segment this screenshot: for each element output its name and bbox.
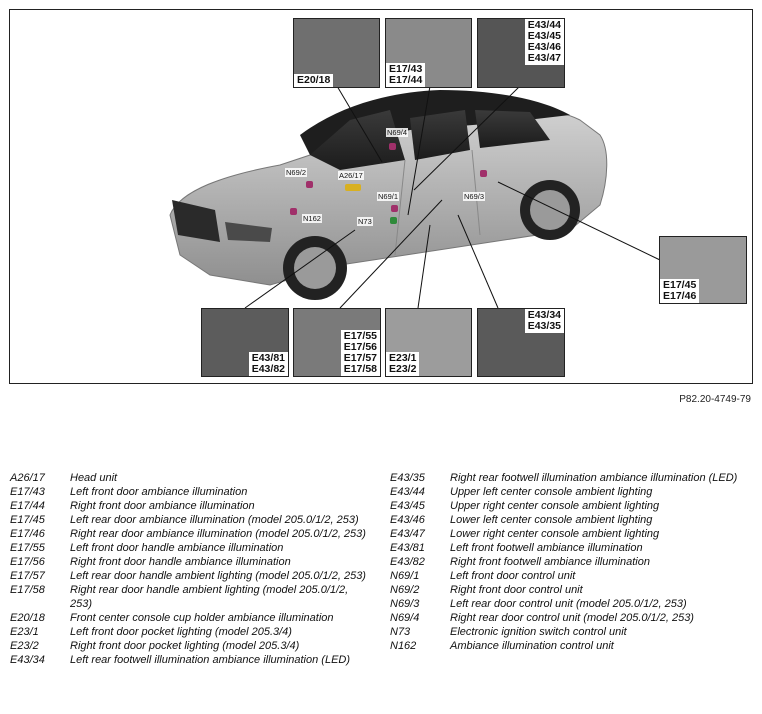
legend-code: E43/44 — [390, 486, 425, 498]
label-rear-footwell — [525, 309, 564, 333]
label-e17-55: E17/55 — [343, 330, 377, 342]
legend-code: E20/18 — [10, 612, 45, 624]
legend-description: Right front door pocket lighting (model 205.3/4) — [70, 640, 300, 652]
legend-description: Electronic ignition switch control unit — [450, 626, 627, 638]
legend-description: Left rear door ambiance illumination (model 205.0/1/2, 253) — [70, 514, 359, 526]
legend-entry — [10, 499, 370, 513]
legend-code: A26/17 — [10, 472, 45, 484]
legend-code: E43/46 — [390, 514, 425, 526]
detail-front-footwell — [201, 308, 289, 377]
legend-entry — [390, 541, 755, 555]
legend-description: Left rear door handle ambient lighting (model 205.0/1/2, 253) — [70, 570, 366, 582]
legend-code: E17/45 — [10, 514, 45, 526]
legend-entry — [10, 513, 370, 527]
front-rim — [294, 247, 336, 289]
legend-entry — [10, 527, 370, 541]
legend-code: E43/81 — [390, 542, 425, 554]
marker-n73 — [390, 217, 397, 224]
legend-description: Left front door ambiance illumination — [70, 486, 248, 498]
legend-entry — [10, 541, 370, 555]
legend-code: E43/45 — [390, 500, 425, 512]
diagram-frame — [9, 9, 753, 384]
legend-entry — [10, 471, 370, 485]
tag-n69-4: N69/4 — [387, 128, 408, 137]
legend-code: E43/82 — [390, 556, 425, 568]
label-e17-44: E17/44 — [389, 74, 423, 86]
detail-rear-door — [659, 236, 747, 304]
legend-description: Front center console cup holder ambiance illumination — [70, 612, 334, 624]
label-e23-2: E23/2 — [389, 363, 417, 375]
legend-code: E43/35 — [390, 472, 425, 484]
legend-description: Upper left center console ambient lighting — [450, 486, 653, 498]
label-e17-57: E17/57 — [343, 352, 377, 364]
legend-description: Right front door control unit — [450, 584, 583, 596]
tag-n69-1: N69/1 — [378, 192, 399, 201]
legend-entry — [10, 639, 370, 653]
label-front-footwell — [249, 352, 288, 376]
legend-code: E23/2 — [10, 640, 39, 652]
legend-description: Right rear door ambiance illumination (model 205.0/1/2, 253) — [70, 528, 366, 540]
legend-code: E17/46 — [10, 528, 45, 540]
label-e43-34: E43/34 — [527, 309, 561, 321]
detail-door-pocket — [385, 308, 472, 377]
label-rear-door — [660, 279, 699, 303]
label-front-door — [386, 63, 425, 87]
legend-description: Ambiance illumination control unit — [450, 640, 614, 652]
legend-code: E17/58 — [10, 584, 45, 596]
legend-entry — [390, 527, 755, 541]
legend-entry — [390, 485, 755, 499]
label-e17-45: E17/45 — [663, 279, 697, 291]
legend-entry — [390, 639, 755, 653]
legend-description: Left rear door control unit (model 205.0/1/2, 253) — [450, 598, 687, 610]
legend-description: Right rear footwell illumination ambiance illumination (LED) — [450, 472, 738, 484]
label-e20-18: E20/18 — [294, 74, 333, 87]
marker-n69-1 — [391, 205, 398, 212]
legend-entry — [10, 625, 370, 639]
legend-description: Left front door control unit — [450, 570, 576, 582]
legend-description: Lower right center console ambient lighting — [450, 528, 660, 540]
legend-entry — [390, 555, 755, 569]
legend-right — [390, 471, 755, 653]
label-e43-46: E43/46 — [527, 41, 561, 53]
legend-description: Left rear footwell illumination ambiance illumination (LED) — [70, 654, 351, 666]
legend-description: Right rear door handle ambient lighting (model 205.0/1/2, 253) — [70, 584, 349, 610]
tag-n69-3: N69/3 — [464, 192, 485, 201]
detail-center-console — [477, 18, 565, 88]
legend-entry — [390, 499, 755, 513]
label-e23-1: E23/1 — [389, 352, 417, 364]
legend-description: Right front door ambiance illumination — [70, 500, 255, 512]
legend-entry — [10, 555, 370, 569]
label-center-console — [525, 19, 564, 65]
legend-code: N73 — [390, 626, 411, 638]
legend-description: Left front door pocket lighting (model 205.3/4) — [70, 626, 292, 638]
legend-code: E17/43 — [10, 486, 45, 498]
legend-description: Left front door handle ambiance illumination — [70, 542, 284, 554]
legend-entry — [10, 611, 370, 625]
label-e43-81: E43/81 — [251, 352, 285, 364]
legend-code: E17/55 — [10, 542, 45, 554]
legend-left — [10, 471, 370, 667]
rear-rim — [530, 190, 570, 230]
legend-description: Lower left center console ambient lighting — [450, 514, 653, 526]
tag-n73: N73 — [358, 217, 372, 226]
legend-description: Right front footwell ambiance illumination — [450, 556, 650, 568]
legend-entry — [10, 583, 370, 611]
label-e43-44: E43/44 — [527, 19, 561, 31]
legend-code: E43/47 — [390, 528, 425, 540]
legend-entry — [390, 513, 755, 527]
legend-code: E17/57 — [10, 570, 45, 582]
legend-code: E17/44 — [10, 500, 45, 512]
legend-code: E43/34 — [10, 654, 45, 666]
tag-n162: N162 — [303, 214, 321, 223]
legend-code: E17/56 — [10, 556, 45, 568]
tag-a26-17: A26/17 — [339, 171, 363, 180]
legend-entry — [10, 485, 370, 499]
legend-entry — [390, 597, 755, 611]
legend-code: N69/3 — [390, 598, 420, 610]
label-e17-58: E17/58 — [343, 363, 377, 375]
label-door-pocket — [386, 352, 419, 376]
legend-code: N69/2 — [390, 584, 420, 596]
legend-entry — [10, 569, 370, 583]
legend-description: Right front door handle ambiance illumination — [70, 556, 291, 568]
legend-code: E23/1 — [10, 626, 39, 638]
legend-code: N69/1 — [390, 570, 420, 582]
label-e43-45: E43/45 — [527, 30, 561, 42]
legend-entry — [390, 583, 755, 597]
legend-entry — [390, 569, 755, 583]
marker-a26-17 — [345, 184, 361, 191]
legend-description: Head unit — [70, 472, 118, 484]
legend-description: Left front footwell ambiance illumination — [450, 542, 643, 554]
label-e43-35: E43/35 — [527, 320, 561, 332]
label-door-handle — [341, 330, 380, 376]
marker-n69-3 — [480, 170, 487, 177]
tag-n69-2: N69/2 — [286, 168, 307, 177]
label-e17-43: E17/43 — [389, 63, 423, 75]
detail-cupholder — [293, 18, 380, 88]
figure-reference: P82.20-4749-79 — [679, 394, 751, 405]
label-e17-56: E17/56 — [343, 341, 377, 353]
label-e17-46: E17/46 — [663, 290, 697, 302]
label-e43-47: E43/47 — [527, 52, 561, 64]
detail-front-door — [385, 18, 472, 88]
marker-n162 — [290, 208, 297, 215]
legend-code: N69/4 — [390, 612, 420, 624]
legend-entry — [10, 653, 370, 667]
legend-description: Upper right center console ambient lighting — [450, 500, 660, 512]
marker-n69-4 — [389, 143, 396, 150]
label-e43-82: E43/82 — [251, 363, 285, 375]
legend-entry — [390, 611, 755, 625]
marker-n69-2 — [306, 181, 313, 188]
detail-rear-footwell — [477, 308, 565, 377]
legend-entry — [390, 625, 755, 639]
legend-entry — [390, 471, 755, 485]
legend-description: Right rear door control unit (model 205.0/1/2, 253) — [450, 612, 694, 624]
legend-code: N162 — [390, 640, 417, 652]
detail-door-handle — [293, 308, 381, 377]
